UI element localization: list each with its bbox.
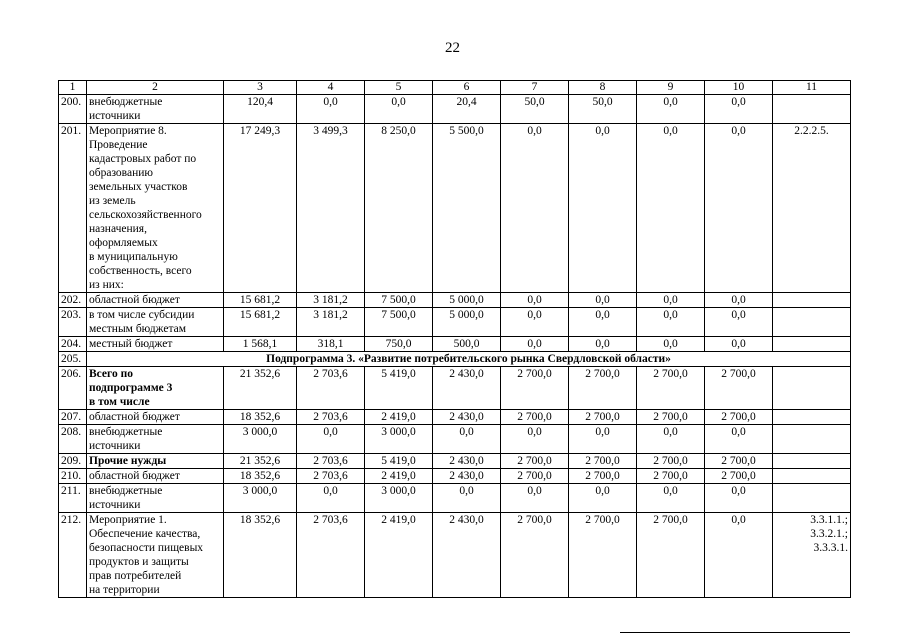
column-number-1: 1 [59, 81, 87, 95]
column-number-9: 9 [637, 81, 705, 95]
value-cell: 3 000,0 [224, 425, 297, 454]
table-row [59, 469, 851, 484]
value-cell: 0,0 [705, 95, 773, 124]
row-number: 203. [59, 308, 87, 337]
item-name: местный бюджет [87, 337, 224, 352]
value-cell: 0,0 [637, 308, 705, 337]
value-cell: 0,0 [569, 337, 637, 352]
value-cell: 2 430,0 [433, 410, 501, 425]
budget-table [58, 80, 851, 598]
value-cell: 7 500,0 [365, 308, 433, 337]
value-cell: 7 500,0 [365, 293, 433, 308]
table-row [59, 410, 851, 425]
target-reference [773, 454, 851, 469]
value-cell: 0,0 [705, 293, 773, 308]
row-number: 200. [59, 95, 87, 124]
row-number: 212. [59, 513, 87, 598]
target-reference [773, 293, 851, 308]
value-cell: 0,0 [433, 425, 501, 454]
value-cell: 2 700,0 [705, 454, 773, 469]
value-cell: 0,0 [297, 95, 365, 124]
value-cell: 0,0 [705, 484, 773, 513]
value-cell: 2 700,0 [705, 469, 773, 484]
page-number: 22 [445, 40, 460, 56]
item-name: в том числе субсидии местным бюджетам [87, 308, 224, 337]
row-number: 208. [59, 425, 87, 454]
value-cell: 3 181,2 [297, 293, 365, 308]
value-cell: 15 681,2 [224, 293, 297, 308]
value-cell: 2 700,0 [501, 410, 569, 425]
target-reference [773, 484, 851, 513]
value-cell: 0,0 [433, 484, 501, 513]
value-cell: 15 681,2 [224, 308, 297, 337]
item-name: Мероприятие 1. Обеспечение качества, безопасности пищевых продуктов и защиты прав потребителей на территории [87, 513, 224, 598]
column-number-5: 5 [365, 81, 433, 95]
table-row [59, 293, 851, 308]
value-cell: 0,0 [501, 293, 569, 308]
table-row [59, 337, 851, 352]
value-cell: 5 419,0 [365, 454, 433, 469]
value-cell: 0,0 [637, 124, 705, 293]
value-cell: 120,4 [224, 95, 297, 124]
table-row [59, 484, 851, 513]
value-cell: 0,0 [297, 425, 365, 454]
scan-edge-line [620, 632, 850, 633]
value-cell: 2 419,0 [365, 513, 433, 598]
value-cell: 3 000,0 [365, 484, 433, 513]
item-name: областной бюджет [87, 469, 224, 484]
target-reference [773, 95, 851, 124]
value-cell: 5 419,0 [365, 367, 433, 410]
value-cell: 750,0 [365, 337, 433, 352]
value-cell: 2 700,0 [637, 513, 705, 598]
column-number-7: 7 [501, 81, 569, 95]
target-reference [773, 367, 851, 410]
value-cell: 0,0 [501, 308, 569, 337]
value-cell: 2 700,0 [637, 469, 705, 484]
table-row [59, 454, 851, 469]
value-cell: 2 703,6 [297, 454, 365, 469]
value-cell: 2 700,0 [569, 469, 637, 484]
value-cell: 50,0 [501, 95, 569, 124]
target-reference [773, 469, 851, 484]
value-cell: 2 430,0 [433, 454, 501, 469]
value-cell: 8 250,0 [365, 124, 433, 293]
value-cell: 0,0 [297, 484, 365, 513]
table-row [59, 513, 851, 598]
item-name: внебюджетные источники [87, 484, 224, 513]
value-cell: 0,0 [501, 484, 569, 513]
item-name: внебюджетные источники [87, 425, 224, 454]
table-row [59, 367, 851, 410]
value-cell: 2 700,0 [637, 367, 705, 410]
value-cell: 2 700,0 [637, 410, 705, 425]
value-cell: 0,0 [569, 308, 637, 337]
value-cell: 2 700,0 [569, 513, 637, 598]
table-row [59, 425, 851, 454]
row-number: 207. [59, 410, 87, 425]
item-name: Всего по подпрограмме 3 в том числе [87, 367, 224, 410]
column-number-11: 11 [773, 81, 851, 95]
value-cell: 0,0 [705, 337, 773, 352]
item-name: Мероприятие 8. Проведение кадастровых работ по образованию земельных участков из земель сельскохозяйственного назначения, оформляемых в муниципальную собственность, всего из них: [87, 124, 224, 293]
value-cell: 5 500,0 [433, 124, 501, 293]
value-cell: 2 700,0 [569, 367, 637, 410]
value-cell: 0,0 [501, 425, 569, 454]
row-number: 204. [59, 337, 87, 352]
value-cell: 2 703,6 [297, 513, 365, 598]
value-cell: 50,0 [569, 95, 637, 124]
value-cell: 18 352,6 [224, 410, 297, 425]
target-reference [773, 308, 851, 337]
value-cell: 1 568,1 [224, 337, 297, 352]
value-cell: 21 352,6 [224, 454, 297, 469]
value-cell: 2 700,0 [569, 454, 637, 469]
value-cell: 2 419,0 [365, 410, 433, 425]
table-row [59, 124, 851, 293]
value-cell: 2 700,0 [637, 454, 705, 469]
value-cell: 3 499,3 [297, 124, 365, 293]
column-number-4: 4 [297, 81, 365, 95]
row-number: 209. [59, 454, 87, 469]
value-cell: 5 000,0 [433, 308, 501, 337]
value-cell: 0,0 [569, 484, 637, 513]
value-cell: 3 000,0 [224, 484, 297, 513]
table-row [59, 308, 851, 337]
value-cell: 500,0 [433, 337, 501, 352]
item-name: Прочие нужды [87, 454, 224, 469]
item-name: областной бюджет [87, 293, 224, 308]
value-cell: 0,0 [569, 425, 637, 454]
value-cell: 0,0 [501, 337, 569, 352]
value-cell: 0,0 [501, 124, 569, 293]
item-name: областной бюджет [87, 410, 224, 425]
value-cell: 0,0 [705, 124, 773, 293]
value-cell: 2 703,6 [297, 469, 365, 484]
row-number: 210. [59, 469, 87, 484]
value-cell: 2 430,0 [433, 367, 501, 410]
value-cell: 2 430,0 [433, 513, 501, 598]
value-cell: 0,0 [705, 513, 773, 598]
table-row [59, 95, 851, 124]
value-cell: 0,0 [705, 425, 773, 454]
value-cell: 2 703,6 [297, 367, 365, 410]
value-cell: 0,0 [365, 95, 433, 124]
value-cell: 2 700,0 [705, 410, 773, 425]
value-cell: 2 700,0 [501, 367, 569, 410]
value-cell: 5 000,0 [433, 293, 501, 308]
column-number-8: 8 [569, 81, 637, 95]
value-cell: 0,0 [637, 425, 705, 454]
column-number-3: 3 [224, 81, 297, 95]
value-cell: 17 249,3 [224, 124, 297, 293]
value-cell: 2 700,0 [569, 410, 637, 425]
column-number-6: 6 [433, 81, 501, 95]
value-cell: 0,0 [705, 308, 773, 337]
value-cell: 2 700,0 [705, 367, 773, 410]
target-reference [773, 410, 851, 425]
value-cell: 0,0 [637, 95, 705, 124]
value-cell: 0,0 [637, 484, 705, 513]
value-cell: 2 430,0 [433, 469, 501, 484]
item-name: внебюджетные источники [87, 95, 224, 124]
value-cell: 0,0 [569, 293, 637, 308]
value-cell: 18 352,6 [224, 469, 297, 484]
row-number: 205. [59, 352, 87, 367]
value-cell: 20,4 [433, 95, 501, 124]
value-cell: 2 419,0 [365, 469, 433, 484]
row-number: 211. [59, 484, 87, 513]
value-cell: 0,0 [569, 124, 637, 293]
value-cell: 2 703,6 [297, 410, 365, 425]
target-reference: 2.2.2.5. [773, 124, 851, 293]
target-reference [773, 425, 851, 454]
value-cell: 21 352,6 [224, 367, 297, 410]
value-cell: 2 700,0 [501, 454, 569, 469]
value-cell: 0,0 [637, 293, 705, 308]
row-number: 201. [59, 124, 87, 293]
column-number-header-row [59, 81, 851, 95]
value-cell: 3 000,0 [365, 425, 433, 454]
subprogram-heading: Подпрограмма 3. «Развитие потребительского рынка Свердловской области» [87, 352, 851, 367]
column-number-10: 10 [705, 81, 773, 95]
value-cell: 318,1 [297, 337, 365, 352]
value-cell: 2 700,0 [501, 469, 569, 484]
column-number-2: 2 [87, 81, 224, 95]
row-number: 206. [59, 367, 87, 410]
target-reference: 3.3.1.1.; 3.3.2.1.; 3.3.3.1. [773, 513, 851, 598]
value-cell: 2 700,0 [501, 513, 569, 598]
value-cell: 0,0 [637, 337, 705, 352]
table-row [59, 352, 851, 367]
row-number: 202. [59, 293, 87, 308]
target-reference [773, 337, 851, 352]
value-cell: 3 181,2 [297, 308, 365, 337]
value-cell: 18 352,6 [224, 513, 297, 598]
